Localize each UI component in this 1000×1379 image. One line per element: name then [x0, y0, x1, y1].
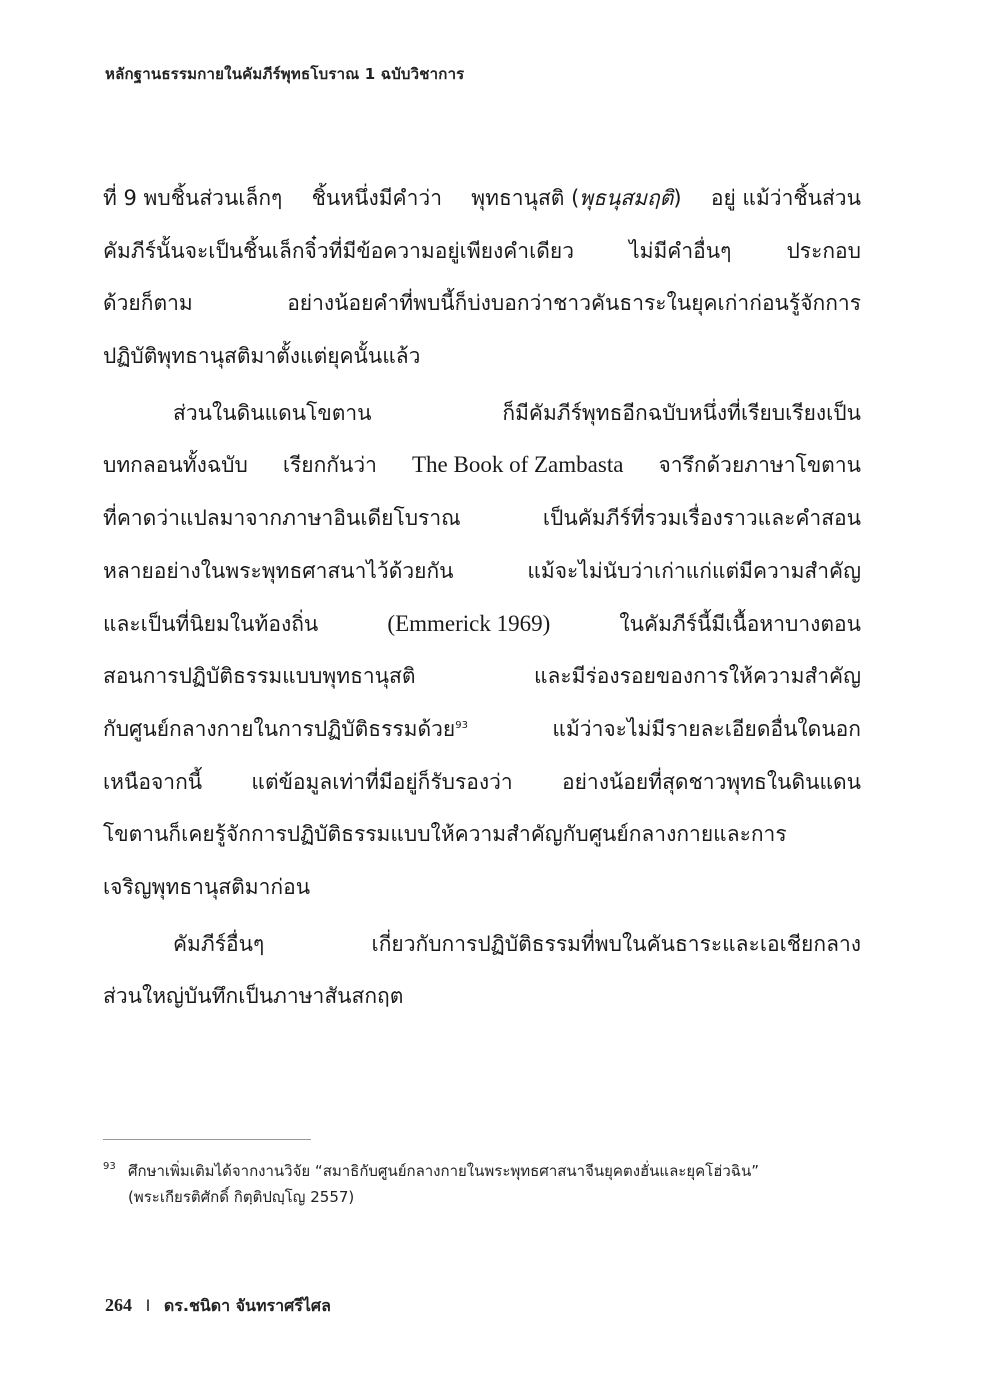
footnote-text: ศึกษาเพิ่มเติมได้จากงานวิจัย “สมาธิกับศูนย์กลางกายในพระพุทธศาสนาจีนยุคตงฮั่นและยุคโฮ่วฉิน” — [128, 1162, 760, 1180]
text-segment: อย่างน้อยที่สุดชาวพุทธในดินแดน — [561, 769, 861, 794]
text-segment: ในคัมภีร์นี้มีเนื้อหาบางตอน — [619, 611, 861, 636]
text-segment: อยู่ แม้ว่าชิ้นส่วน — [710, 186, 861, 210]
footnote — [103, 1158, 863, 1210]
text-line — [103, 387, 861, 440]
text-segment: จารึกด้วยภาษาโขตาน — [658, 453, 861, 478]
text-line — [103, 277, 861, 330]
text-segment: เรียกกันว่า — [282, 453, 377, 478]
footnote-number: 93 — [103, 1161, 116, 1172]
book-name: The Book of Zambasta — [412, 452, 624, 478]
text-segment: ที่คาดว่าแปลมาจากภาษาอินเดียโบราณ — [103, 506, 461, 531]
text-segment: กับศูนย์กลางกายในการปฏิบัติธรรมด้วย$^{93}$ — [103, 716, 468, 741]
text-segment: สอนการปฏิบัติธรรมแบบพุทธานุสติ — [103, 664, 416, 689]
text-segment: ปฏิบัติพุทธานุสติมาตั้งแต่ยุคนั้นแล้ว — [103, 344, 421, 369]
text-segment: เหนือจากนี้ — [103, 769, 203, 794]
page-footer — [105, 1294, 331, 1319]
text-segment: อย่างน้อยคำที่พบนี้ก็บ่งบอกว่าชาวคันธาระในยุคเก่าก่อนรู้จักการ — [287, 291, 861, 316]
text-line — [103, 439, 861, 492]
text-segment: และเป็นที่นิยมในท้องถิ่น — [103, 611, 319, 636]
running-header — [105, 62, 464, 86]
footer-separator: I — [145, 1296, 151, 1315]
book-title: หลักฐานธรรมกายในคัมภีร์พุทธโบราณ 1 ฉบับวิชาการ — [105, 65, 465, 83]
text-segment: เกี่ยวกับการปฏิบัติธรรมที่พบในคันธาระและเอเชียกลาง — [371, 931, 861, 956]
text-segment: ที่ 9 พบชิ้นส่วนเล็กๆ — [103, 186, 283, 210]
text-line — [103, 225, 861, 278]
text-line — [103, 330, 861, 383]
page-number: 264 — [105, 1295, 132, 1315]
text-line — [103, 970, 861, 1023]
text-line — [103, 808, 861, 861]
text-segment: เจริญพุทธานุสติมาก่อน — [103, 874, 311, 899]
text-segment: ชิ้นหนึ่งมีคำว่า — [311, 186, 442, 210]
text-segment: คัมภีร์นั้นจะเป็นชิ้นเล็กจิ๋วที่มีข้อความอยู่เพียงคำเดียว — [103, 238, 575, 263]
text-line — [103, 492, 861, 545]
text-segment: คัมภีร์อื่นๆ — [173, 931, 265, 956]
footnote-divider — [103, 1139, 311, 1140]
footnote-reference[interactable]: 93 — [455, 719, 468, 731]
text-segment: หลายอย่างในพระพุทธศาสนาไว้ด้วยกัน — [103, 558, 454, 583]
text-line — [103, 545, 861, 598]
text-segment: แต่ข้อมูลเท่าที่มีอยู่ก็รับรองว่า — [251, 769, 513, 794]
text-segment: เป็นคัมภีร์ที่รวมเรื่องราวและคำสอน — [542, 506, 861, 531]
text-line — [103, 650, 861, 703]
text-segment: ก็มีคัมภีร์พุทธอีกฉบับหนึ่งที่เรียบเรียงเป็น — [502, 400, 861, 425]
text-segment: โขตานก็เคยรู้จักการปฏิบัติธรรมแบบให้ความสำคัญกับศูนย์กลางกายและการ — [103, 822, 787, 847]
body-text — [103, 172, 861, 1023]
text-line — [103, 756, 861, 809]
text-segment: ประกอบ — [786, 238, 861, 263]
text-segment: ส่วนใหญ่บันทึกเป็นภาษาสันสกฤต — [103, 984, 404, 1009]
author-name: ดร.ชนิดา จันทราศรีไศล — [163, 1296, 331, 1315]
text-segment: แม้จะไม่นับว่าเก่าแก่แต่มีความสำคัญ — [527, 558, 861, 583]
text-segment: พุทธานุสติ (พุธนุสมฤติ) — [471, 186, 682, 210]
text-line — [103, 861, 861, 914]
text-line — [103, 172, 861, 225]
text-segment: บทกลอนทั้งฉบับ — [103, 453, 248, 478]
text-segment: ส่วนในดินแดนโขตาน — [173, 400, 372, 425]
text-segment: และมีร่องรอยของการให้ความสำคัญ — [534, 664, 861, 689]
citation: (Emmerick 1969) — [387, 610, 551, 636]
text-line — [103, 703, 861, 756]
text-line — [103, 598, 861, 651]
italic-term: พุธนุสมฤติ — [579, 186, 674, 210]
text-line — [103, 918, 861, 971]
footnote-citation: (พระเกียรติศักดิ์ กิตฺติปญฺโญ 2557) — [128, 1188, 355, 1206]
text-segment: แม้ว่าจะไม่มีรายละเอียดอื่นใดนอก — [552, 716, 861, 741]
text-segment: ด้วยก็ตาม — [103, 291, 193, 316]
text-segment: ไม่มีคำอื่นๆ — [629, 238, 732, 263]
